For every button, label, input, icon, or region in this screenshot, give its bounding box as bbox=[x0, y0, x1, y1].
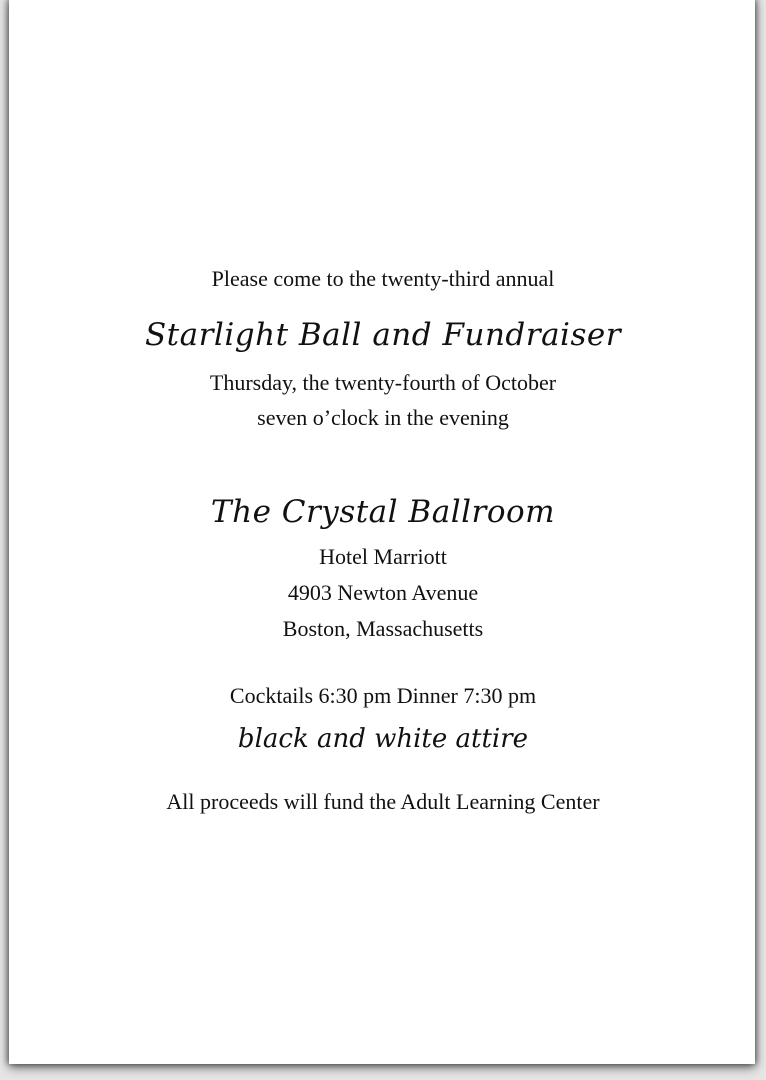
event-time: seven o’clock in the evening bbox=[257, 405, 509, 430]
beneficiary-text: All proceeds will fund the Adult Learning Center bbox=[166, 789, 600, 814]
event-name: Starlight Ball and Fundraiser bbox=[144, 317, 622, 353]
city-state: Boston, Massachusetts bbox=[282, 616, 484, 641]
venue-name: The Crystal Ballroom bbox=[210, 494, 556, 530]
dress-code: black and white attire bbox=[237, 724, 529, 754]
street-address: 4903 Newton Avenue bbox=[287, 580, 479, 605]
invitation-card bbox=[9, 0, 755, 1064]
intro-text: Please come to the twenty-third annual bbox=[211, 266, 555, 291]
event-date: Thursday, the twenty-fourth of October bbox=[209, 370, 557, 395]
schedule-text: Cocktails 6:30 pm Dinner 7:30 pm bbox=[229, 683, 537, 708]
hotel-name: Hotel Marriott bbox=[319, 544, 447, 569]
